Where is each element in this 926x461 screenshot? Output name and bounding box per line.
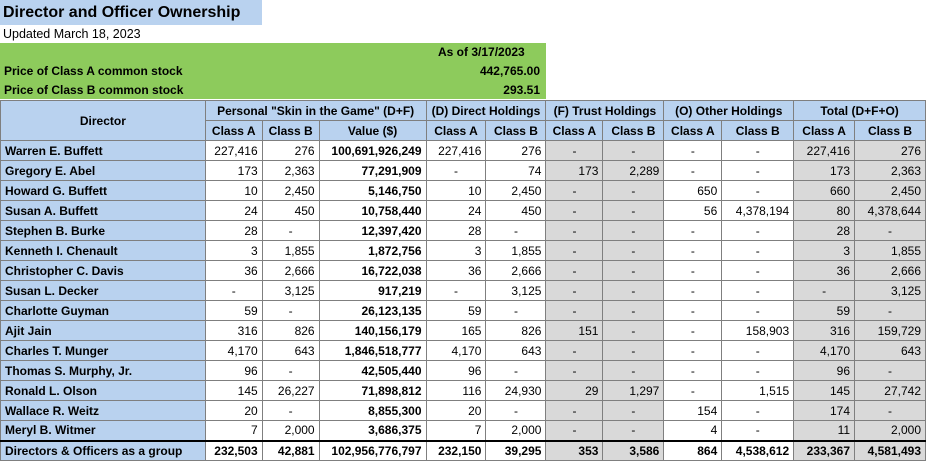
trust-group-header[interactable]: (F) Trust Holdings <box>546 101 664 121</box>
cell-pb[interactable]: - <box>262 221 319 241</box>
cell-ta[interactable]: 4,170 <box>794 341 855 361</box>
cell-ob[interactable]: - <box>722 141 794 161</box>
cell-pa[interactable]: 232,503 <box>205 441 262 461</box>
cell-ta[interactable]: 145 <box>794 381 855 401</box>
cell-fb[interactable]: 2,289 <box>603 161 664 181</box>
table-row <box>1 381 926 401</box>
cell-pb[interactable]: 3,125 <box>262 281 319 301</box>
cell-pa[interactable]: 4,170 <box>205 341 262 361</box>
other-group-header[interactable]: (O) Other Holdings <box>664 101 794 121</box>
cell-db[interactable]: 39,295 <box>486 441 546 461</box>
cell-fb[interactable]: - <box>603 421 664 441</box>
cell-db[interactable]: 74 <box>486 161 546 181</box>
direct-group-header[interactable]: (D) Direct Holdings <box>426 101 546 121</box>
director-name[interactable]: Gregory E. Abel <box>1 161 206 181</box>
cell-tb[interactable]: 2,363 <box>855 161 926 181</box>
cell-fa[interactable]: - <box>546 341 603 361</box>
cell-ob[interactable]: - <box>722 281 794 301</box>
cell-da[interactable]: 3 <box>426 241 486 261</box>
director-name[interactable]: Susan A. Buffett <box>1 201 206 221</box>
cell-val[interactable]: 42,505,440 <box>319 361 426 381</box>
cell-ta[interactable]: - <box>794 281 855 301</box>
director-name[interactable]: Directors & Officers as a group <box>1 441 206 461</box>
cell-db[interactable]: 1,855 <box>486 241 546 261</box>
cell-ta[interactable]: 3 <box>794 241 855 261</box>
table-body <box>1 141 926 461</box>
cell-tb[interactable]: 2,000 <box>855 421 926 441</box>
table-row <box>1 421 926 441</box>
cell-val[interactable]: 917,219 <box>319 281 426 301</box>
cell-fb[interactable]: - <box>603 141 664 161</box>
cell-da[interactable]: 7 <box>426 421 486 441</box>
class-a-price-label[interactable]: Price of Class A common stock <box>4 64 183 78</box>
cell-db[interactable]: 2,450 <box>486 181 546 201</box>
director-name[interactable]: Charles T. Munger <box>1 341 206 361</box>
cell-pb[interactable]: 276 <box>262 141 319 161</box>
cell-db[interactable]: - <box>486 301 546 321</box>
direct-class-b-header[interactable]: Class B <box>486 121 546 141</box>
cell-db[interactable]: 2,000 <box>486 421 546 441</box>
as-of-date[interactable]: As of 3/17/2023 <box>438 45 525 59</box>
table-row <box>1 321 926 341</box>
trust-class-b-header[interactable]: Class B <box>603 121 664 141</box>
class-a-price-row <box>0 62 546 80</box>
cell-oa[interactable]: - <box>664 221 722 241</box>
cell-val[interactable]: 26,123,135 <box>319 301 426 321</box>
cell-pb[interactable]: 2,000 <box>262 421 319 441</box>
trust-class-a-header[interactable]: Class A <box>546 121 603 141</box>
cell-ta[interactable]: 173 <box>794 161 855 181</box>
cell-oa[interactable]: - <box>664 281 722 301</box>
cell-oa[interactable]: 4 <box>664 421 722 441</box>
cell-fb[interactable]: - <box>603 261 664 281</box>
cell-tb[interactable]: 276 <box>855 141 926 161</box>
cell-fa[interactable]: - <box>546 181 603 201</box>
table-row <box>1 221 926 241</box>
cell-val[interactable]: 12,397,420 <box>319 221 426 241</box>
cell-pb[interactable]: 1,855 <box>262 241 319 261</box>
table-row <box>1 141 926 161</box>
total-group-header[interactable]: Total (D+F+O) <box>794 101 926 121</box>
director-name[interactable]: Thomas S. Murphy, Jr. <box>1 361 206 381</box>
cell-tb[interactable]: 2,450 <box>855 181 926 201</box>
cell-da[interactable]: 165 <box>426 321 486 341</box>
total-row <box>1 441 926 461</box>
cell-ta[interactable]: 28 <box>794 221 855 241</box>
cell-tb[interactable]: 159,729 <box>855 321 926 341</box>
cell-ta[interactable]: 660 <box>794 181 855 201</box>
cell-fa[interactable]: - <box>546 261 603 281</box>
cell-fa[interactable]: - <box>546 241 603 261</box>
table-row <box>1 181 926 201</box>
cell-val[interactable]: 16,722,038 <box>319 261 426 281</box>
cell-ob[interactable]: - <box>722 261 794 281</box>
direct-class-a-header[interactable]: Class A <box>426 121 486 141</box>
director-name[interactable]: Charlotte Guyman <box>1 301 206 321</box>
cell-ta[interactable]: 11 <box>794 421 855 441</box>
director-name[interactable]: Susan L. Decker <box>1 281 206 301</box>
cell-da[interactable]: 232,150 <box>426 441 486 461</box>
class-b-price-label[interactable]: Price of Class B common stock <box>4 83 184 97</box>
cell-pb[interactable]: - <box>262 301 319 321</box>
cell-ta[interactable]: 59 <box>794 301 855 321</box>
cell-tb[interactable]: - <box>855 401 926 421</box>
cell-pb[interactable]: 2,363 <box>262 161 319 181</box>
cell-tb[interactable]: 4,581,493 <box>855 441 926 461</box>
director-name[interactable]: Ronald L. Olson <box>1 381 206 401</box>
cell-db[interactable]: 450 <box>486 201 546 221</box>
cell-oa[interactable]: - <box>664 161 722 181</box>
cell-oa[interactable]: - <box>664 321 722 341</box>
cell-fa[interactable]: 353 <box>546 441 603 461</box>
table-row <box>1 301 926 321</box>
cell-pa[interactable]: 7 <box>205 421 262 441</box>
cell-ob[interactable]: - <box>722 221 794 241</box>
cell-ob[interactable]: - <box>722 341 794 361</box>
cell-fa[interactable]: - <box>546 141 603 161</box>
table-row <box>1 281 926 301</box>
updated-date[interactable]: Updated March 18, 2023 <box>3 27 141 41</box>
cell-da[interactable]: 59 <box>426 301 486 321</box>
cell-fa[interactable]: 29 <box>546 381 603 401</box>
director-name[interactable]: Wallace R. Weitz <box>1 401 206 421</box>
cell-fb[interactable]: - <box>603 281 664 301</box>
cell-pa[interactable]: 28 <box>205 221 262 241</box>
cell-pa[interactable]: 59 <box>205 301 262 321</box>
cell-pa[interactable]: 145 <box>205 381 262 401</box>
price-panel <box>0 43 546 99</box>
cell-fb[interactable]: - <box>603 361 664 381</box>
cell-da[interactable]: 4,170 <box>426 341 486 361</box>
cell-fa[interactable]: 173 <box>546 161 603 181</box>
cell-pb[interactable]: - <box>262 401 319 421</box>
cell-db[interactable]: - <box>486 401 546 421</box>
cell-oa[interactable]: - <box>664 341 722 361</box>
table-row <box>1 361 926 381</box>
cell-db[interactable]: - <box>486 361 546 381</box>
sheet-title[interactable]: Director and Officer Ownership <box>0 0 262 25</box>
director-name[interactable]: Christopher C. Davis <box>1 261 206 281</box>
cell-tb[interactable]: 1,855 <box>855 241 926 261</box>
cell-fb[interactable]: 1,297 <box>603 381 664 401</box>
cell-tb[interactable]: 27,742 <box>855 381 926 401</box>
cell-pb[interactable]: 26,227 <box>262 381 319 401</box>
cell-da[interactable]: 116 <box>426 381 486 401</box>
cell-pb[interactable]: - <box>262 361 319 381</box>
cell-pa[interactable]: 24 <box>205 201 262 221</box>
cell-val[interactable]: 3,686,375 <box>319 421 426 441</box>
cell-db[interactable]: 276 <box>486 141 546 161</box>
cell-ob[interactable]: 4,538,612 <box>722 441 794 461</box>
cell-oa[interactable]: 56 <box>664 201 722 221</box>
cell-da[interactable]: 24 <box>426 201 486 221</box>
cell-pb[interactable]: 2,450 <box>262 181 319 201</box>
cell-tb[interactable]: - <box>855 221 926 241</box>
cell-db[interactable]: 2,666 <box>486 261 546 281</box>
cell-da[interactable]: 36 <box>426 261 486 281</box>
cell-da[interactable]: 10 <box>426 181 486 201</box>
personal-group-header[interactable]: Personal "Skin in the Game" (D+F) <box>205 101 426 121</box>
cell-fb[interactable]: - <box>603 341 664 361</box>
director-name[interactable]: Howard G. Buffett <box>1 181 206 201</box>
cell-db[interactable]: 643 <box>486 341 546 361</box>
table-row <box>1 161 926 181</box>
cell-fb[interactable]: - <box>603 401 664 421</box>
cell-fb[interactable]: - <box>603 201 664 221</box>
cell-ob[interactable]: 4,378,194 <box>722 201 794 221</box>
cell-pa[interactable]: 227,416 <box>205 141 262 161</box>
header-row-groups <box>1 101 926 121</box>
cell-ta[interactable]: 233,367 <box>794 441 855 461</box>
other-class-a-header[interactable]: Class A <box>664 121 722 141</box>
cell-val[interactable]: 77,291,909 <box>319 161 426 181</box>
cell-ob[interactable]: - <box>722 181 794 201</box>
cell-oa[interactable]: - <box>664 301 722 321</box>
cell-pb[interactable]: 42,881 <box>262 441 319 461</box>
other-class-b-header[interactable]: Class B <box>722 121 794 141</box>
table-row <box>1 401 926 421</box>
personal-class-a-header[interactable]: Class A <box>205 121 262 141</box>
table-row <box>1 201 926 221</box>
cell-pa[interactable]: - <box>205 281 262 301</box>
cell-ob[interactable]: - <box>722 421 794 441</box>
cell-pa[interactable]: 20 <box>205 401 262 421</box>
ownership-table <box>0 100 926 461</box>
cell-val[interactable]: 100,691,926,249 <box>319 141 426 161</box>
cell-val[interactable]: 1,846,518,777 <box>319 341 426 361</box>
director-name[interactable]: Kenneth I. Chenault <box>1 241 206 261</box>
cell-fb[interactable]: - <box>603 181 664 201</box>
as-of-row <box>0 43 546 61</box>
cell-pb[interactable]: 826 <box>262 321 319 341</box>
cell-fa[interactable]: - <box>546 201 603 221</box>
cell-da[interactable]: - <box>426 161 486 181</box>
cell-oa[interactable]: 864 <box>664 441 722 461</box>
cell-ta[interactable]: 36 <box>794 261 855 281</box>
cell-da[interactable]: 227,416 <box>426 141 486 161</box>
cell-fb[interactable]: - <box>603 321 664 341</box>
cell-ta[interactable]: 80 <box>794 201 855 221</box>
cell-pa[interactable]: 96 <box>205 361 262 381</box>
total-class-a-header[interactable]: Class A <box>794 121 855 141</box>
cell-ob[interactable]: - <box>722 401 794 421</box>
cell-pb[interactable]: 643 <box>262 341 319 361</box>
cell-da[interactable]: 20 <box>426 401 486 421</box>
cell-val[interactable]: 102,956,776,797 <box>319 441 426 461</box>
cell-tb[interactable]: 643 <box>855 341 926 361</box>
cell-fa[interactable]: - <box>546 401 603 421</box>
cell-db[interactable]: 24,930 <box>486 381 546 401</box>
cell-fa[interactable]: - <box>546 361 603 381</box>
cell-ta[interactable]: 316 <box>794 321 855 341</box>
director-name[interactable]: Warren E. Buffett <box>1 141 206 161</box>
cell-fa[interactable]: - <box>546 421 603 441</box>
cell-fa[interactable]: - <box>546 281 603 301</box>
cell-db[interactable]: 3,125 <box>486 281 546 301</box>
total-class-b-header[interactable]: Class B <box>855 121 926 141</box>
class-a-price-value[interactable]: 442,765.00 <box>479 64 540 78</box>
cell-pa[interactable]: 10 <box>205 181 262 201</box>
cell-val[interactable]: 10,758,440 <box>319 201 426 221</box>
director-header[interactable]: Director <box>1 101 206 141</box>
cell-val[interactable]: 140,156,179 <box>319 321 426 341</box>
cell-oa[interactable]: - <box>664 261 722 281</box>
cell-ob[interactable]: - <box>722 361 794 381</box>
cell-oa[interactable]: - <box>664 241 722 261</box>
cell-tb[interactable]: - <box>855 361 926 381</box>
cell-fa[interactable]: - <box>546 301 603 321</box>
cell-val[interactable]: 5,146,750 <box>319 181 426 201</box>
cell-pa[interactable]: 316 <box>205 321 262 341</box>
cell-pa[interactable]: 36 <box>205 261 262 281</box>
cell-ta[interactable]: 96 <box>794 361 855 381</box>
director-name[interactable]: Stephen B. Burke <box>1 221 206 241</box>
cell-db[interactable]: 826 <box>486 321 546 341</box>
cell-fa[interactable]: - <box>546 221 603 241</box>
cell-tb[interactable]: 4,378,644 <box>855 201 926 221</box>
cell-fb[interactable]: - <box>603 301 664 321</box>
cell-val[interactable]: 1,872,756 <box>319 241 426 261</box>
cell-oa[interactable]: - <box>664 381 722 401</box>
cell-fa[interactable]: 151 <box>546 321 603 341</box>
cell-oa[interactable]: 154 <box>664 401 722 421</box>
personal-class-b-header[interactable]: Class B <box>262 121 319 141</box>
cell-pb[interactable]: 2,666 <box>262 261 319 281</box>
cell-ob[interactable]: - <box>722 241 794 261</box>
cell-ob[interactable]: - <box>722 301 794 321</box>
cell-ta[interactable]: 174 <box>794 401 855 421</box>
table-row <box>1 261 926 281</box>
cell-val[interactable]: 8,855,300 <box>319 401 426 421</box>
table-row <box>1 341 926 361</box>
cell-tb[interactable]: 3,125 <box>855 281 926 301</box>
cell-pa[interactable]: 3 <box>205 241 262 261</box>
cell-oa[interactable]: - <box>664 141 722 161</box>
class-b-price-value[interactable]: 293.51 <box>503 83 540 97</box>
cell-da[interactable]: 28 <box>426 221 486 241</box>
cell-ob[interactable]: 158,903 <box>722 321 794 341</box>
cell-ob[interactable]: - <box>722 161 794 181</box>
cell-pa[interactable]: 173 <box>205 161 262 181</box>
cell-ob[interactable]: 1,515 <box>722 381 794 401</box>
cell-val[interactable]: 71,898,812 <box>319 381 426 401</box>
class-b-price-row <box>0 81 546 99</box>
cell-oa[interactable]: 650 <box>664 181 722 201</box>
cell-tb[interactable]: - <box>855 301 926 321</box>
value-header[interactable]: Value ($) <box>319 121 426 141</box>
table-row <box>1 241 926 261</box>
cell-da[interactable]: 96 <box>426 361 486 381</box>
cell-oa[interactable]: - <box>664 361 722 381</box>
cell-ta[interactable]: 227,416 <box>794 141 855 161</box>
director-name[interactable]: Ajit Jain <box>1 321 206 341</box>
cell-fb[interactable]: - <box>603 241 664 261</box>
cell-tb[interactable]: 2,666 <box>855 261 926 281</box>
cell-fb[interactable]: - <box>603 221 664 241</box>
cell-pb[interactable]: 450 <box>262 201 319 221</box>
cell-fb[interactable]: 3,586 <box>603 441 664 461</box>
cell-da[interactable]: - <box>426 281 486 301</box>
cell-db[interactable]: - <box>486 221 546 241</box>
director-name[interactable]: Meryl B. Witmer <box>1 421 206 441</box>
